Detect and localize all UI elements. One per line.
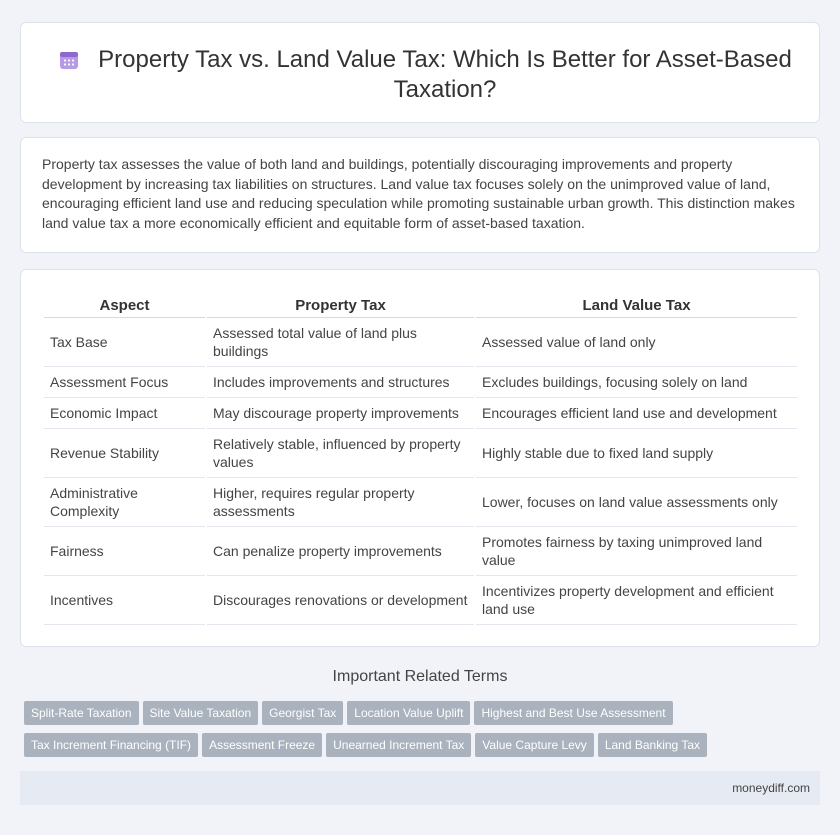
table-cell: Higher, requires regular property assessments [207, 478, 474, 527]
footer [20, 771, 820, 805]
table-cell: Promotes fairness by taxing unimproved land value [476, 527, 797, 576]
table-cell: Discourages renovations or development [207, 576, 474, 625]
related-tag[interactable]: Unearned Increment Tax [326, 733, 471, 757]
related-tag[interactable]: Site Value Taxation [143, 701, 259, 725]
table-cell: Administrative Complexity [44, 478, 205, 527]
table-cell: Can penalize property improvements [207, 527, 474, 576]
page-title: Property Tax vs. Land Value Tax: Which Is Better for Asset-Based Taxation? [98, 46, 792, 103]
table-cell: Tax Base [44, 318, 205, 367]
related-tag[interactable]: Location Value Uplift [347, 701, 470, 725]
table-cell: May discourage property improvements [207, 398, 474, 429]
table-cell: Highly stable due to fixed land supply [476, 429, 797, 478]
table-cell: Assessed total value of land plus buildings [207, 318, 474, 367]
column-header: Property Tax [207, 295, 474, 318]
related-tag[interactable]: Split-Rate Taxation [24, 701, 139, 725]
table-cell: Fairness [44, 527, 205, 576]
related-tags-row [24, 701, 824, 725]
footer-site-link[interactable]: moneydiff.com [732, 781, 810, 795]
table-row [44, 478, 797, 527]
table-row [44, 398, 797, 429]
table-cell: Encourages efficient land use and development [476, 398, 797, 429]
table-cell: Incentivizes property development and efficient land use [476, 576, 797, 625]
table-cell: Economic Impact [44, 398, 205, 429]
comparison-table [42, 295, 799, 625]
table-row [44, 527, 797, 576]
table-cell: Excludes buildings, focusing solely on land [476, 367, 797, 398]
column-header: Land Value Tax [476, 295, 797, 318]
table-header-row [44, 295, 797, 318]
description-text: Property tax assesses the value of both land and buildings, potentially discouraging improvements and property development by increasing tax liabilities on structures. Land value tax focuses solely on the unimproved value of land, encouraging efficient land use and reducing speculation while promoting sustainable urban growth. This distinction makes land value tax a more economically efficient and equitable form of asset-based taxation. [42, 156, 795, 231]
related-tag[interactable]: Land Banking Tax [598, 733, 707, 757]
table-row [44, 367, 797, 398]
table-cell: Assessment Focus [44, 367, 205, 398]
table-cell: Lower, focuses on land value assessments only [476, 478, 797, 527]
related-tag[interactable]: Tax Increment Financing (TIF) [24, 733, 198, 757]
related-tag[interactable]: Value Capture Levy [475, 733, 594, 757]
table-cell: Includes improvements and structures [207, 367, 474, 398]
description-card [20, 137, 820, 253]
calendar-icon [57, 48, 81, 72]
table-cell: Relatively stable, influenced by property values [207, 429, 474, 478]
related-tags-row [24, 733, 824, 757]
table-cell: Revenue Stability [44, 429, 205, 478]
related-tag[interactable]: Highest and Best Use Assessment [474, 701, 672, 725]
table-row [44, 318, 797, 367]
table-cell: Assessed value of land only [476, 318, 797, 367]
related-terms-heading: Important Related Terms [332, 668, 508, 685]
table-row [44, 429, 797, 478]
column-header: Aspect [44, 295, 205, 318]
table-cell: Incentives [44, 576, 205, 625]
title-card [20, 22, 820, 123]
comparison-card [20, 269, 820, 647]
related-tag[interactable]: Georgist Tax [262, 701, 343, 725]
table-row [44, 576, 797, 625]
related-tag[interactable]: Assessment Freeze [202, 733, 322, 757]
